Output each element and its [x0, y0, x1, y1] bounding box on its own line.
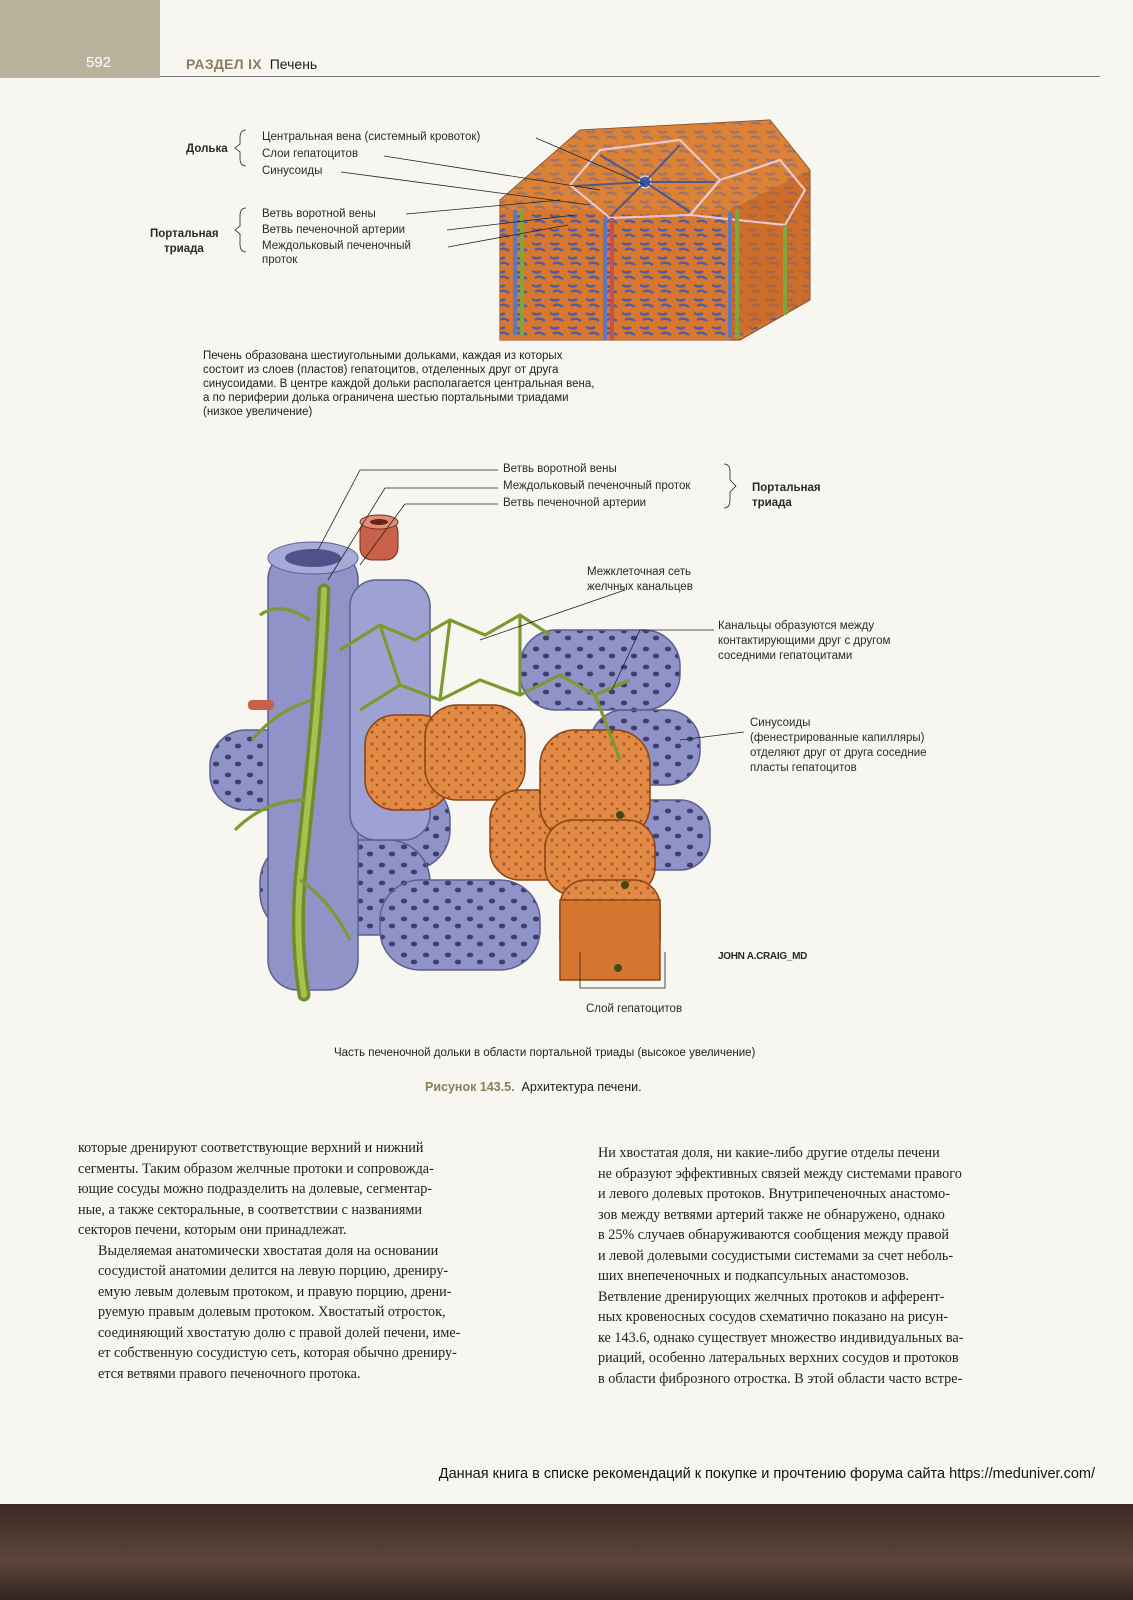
top-caption-line: (низкое увеличение): [203, 406, 313, 418]
label-hepatic-artery-branch-2: Ветвь печеночной артерии: [503, 497, 647, 509]
page-number: 592: [86, 54, 112, 71]
label-sinusoids-2-3: отделяют друг от друга соседние: [750, 747, 927, 759]
figure-number: Рисунок 143.5.: [425, 1080, 515, 1094]
label-sinusoids: Синусоиды: [262, 165, 323, 177]
text-line: риаций, особенно латеральных верхних сосудов и протоков: [598, 1350, 959, 1366]
text-line: соединяющий хвостатую долю с правой долей печени, име-: [98, 1324, 461, 1341]
text-line: ющие сосуды можно подразделить на долевые, сегментар-: [78, 1181, 433, 1197]
label-canaliculi-3: соседними гепатоцитами: [718, 650, 853, 662]
label-central-vein: Центральная вена (системный кровоток): [262, 131, 481, 143]
label-interlobular-duct-1: Междольковый печеночный: [262, 240, 411, 252]
illustrator-signature: JOHN A.CRAIG_MD: [718, 951, 808, 962]
top-caption-line: а по периферии долька ограничена шестью портальными триадами: [203, 392, 569, 404]
forum-recommendation-note: Данная книга в списке рекомендаций к покупке и прочтению форума сайта https://meduniver.com/: [438, 1466, 1095, 1482]
text-line: Выделяемая анатомически хвостатая доля на основании: [98, 1242, 439, 1259]
bottom-leader-lines: [0, 440, 1133, 1040]
top-figure-caption: [203, 349, 723, 419]
paragraph: [78, 1138, 548, 1241]
text-line: зов между ветвями артерий также не обнаружено, однако: [598, 1206, 945, 1223]
text-line: ные, а также секторальные, в соответствии с названиями: [78, 1201, 422, 1218]
figure-title-text: Архитектура печени.: [521, 1080, 642, 1094]
triad-bracket-label-1: Портальная: [150, 228, 219, 240]
section-title: Печень: [269, 56, 318, 72]
scan-bottom-edge: [0, 1504, 1133, 1600]
section-label: РАЗДЕЛ IX: [186, 56, 262, 72]
paragraph: [578, 1143, 1046, 1287]
label-hepatocyte-layers: Слои гепатоцитов: [262, 148, 359, 160]
text-line: и левой долевыми сосудистыми системами за счет неболь-: [598, 1247, 954, 1264]
text-line: секторов печени, которым они принадлежат.: [78, 1222, 347, 1238]
top-caption-line: Печень образована шестиугольными дольками, каждая из которых: [203, 350, 563, 362]
figure-title: [425, 1080, 642, 1094]
label-canaliculi-2: контактирующими друг с другом: [718, 635, 891, 647]
text-line: Ни хвостатая доля, ни какие-либо другие отделы печени: [598, 1145, 940, 1161]
label-bile-network-1: Межклеточная сеть: [587, 566, 692, 578]
triad-bracket-label-bottom-2: триада: [752, 497, 792, 509]
triad-bracket-label-2: триада: [164, 243, 204, 255]
label-canaliculi-1: Канальцы образуются между: [718, 620, 875, 632]
text-line: и левого долевых протоков. Внутрипеченочных анастомо-: [598, 1186, 950, 1202]
text-line: ных кровеносных сосудов схематично показано на рисун-: [598, 1309, 949, 1325]
text-line: ется ветвями правого печеночного протока.: [98, 1365, 361, 1382]
text-line: в 25% случаев обнаруживаются сообщения между правой: [598, 1227, 950, 1243]
text-line: в области фиброзного отростка. В этой области часто встре-: [598, 1370, 963, 1387]
text-line: Ветвление дренирующих желчных протоков и афферент-: [598, 1288, 945, 1305]
body-column-right: [578, 1143, 1046, 1389]
label-hepatocyte-layer: Слой гепатоцитов: [586, 1003, 683, 1015]
text-line: не образуют эффективных связей между системами правого: [598, 1165, 962, 1182]
bottom-figure-caption: Часть печеночной дольки в области портальной триады (высокое увеличение): [334, 1047, 756, 1059]
label-portal-vein-branch-2: Ветвь воротной вены: [503, 463, 617, 475]
top-caption-line: синусоидами. В центре каждой дольки располагается центральная вена,: [203, 378, 595, 390]
text-line: ших внепеченочных и подкапсульных анастомозов.: [598, 1268, 910, 1284]
paragraph: [78, 1241, 548, 1385]
body-column-left: [78, 1138, 548, 1384]
text-line: емую левым долевым протоком, и правую порцию, дрени-: [98, 1283, 452, 1300]
label-bile-network-2: желчных канальцев: [587, 581, 693, 593]
text-line: ет собственную сосудистую сеть, которая обычно дрениру-: [98, 1345, 457, 1361]
text-line: ке 143.6, однако существует множество индивидуальных ва-: [598, 1329, 964, 1346]
top-caption-line: состоит из слоев (пластов) гепатоцитов, отделенных друг от друга: [203, 364, 559, 376]
paragraph: [578, 1287, 1046, 1390]
text-line: которые дренируют соответствующие верхний и нижний: [78, 1140, 424, 1156]
label-portal-vein-branch: Ветвь воротной вены: [262, 208, 376, 220]
label-sinusoids-2-2: (фенестрированные капилляры): [750, 732, 925, 744]
text-line: руемую правым долевым протоком. Хвостатый отросток,: [98, 1304, 446, 1320]
label-sinusoids-2-4: пласты гепатоцитов: [750, 762, 857, 774]
text-line: сосудистой анатомии делится на левую порцию, дрениру-: [98, 1263, 449, 1279]
top-leader-lines: [0, 0, 1133, 360]
lobule-bracket-label: Долька: [186, 143, 228, 155]
triad-bracket-label-bottom-1: Портальная: [752, 482, 821, 494]
label-interlobular-duct-2: Междольковый печеночный проток: [503, 480, 691, 492]
label-sinusoids-2-1: Синусоиды: [750, 717, 811, 729]
label-hepatic-artery-branch: Ветвь печеночной артерии: [262, 224, 406, 236]
label-interlobular-duct-2: проток: [262, 254, 298, 266]
text-line: сегменты. Таким образом желчные протоки и сопровожда-: [78, 1160, 434, 1177]
